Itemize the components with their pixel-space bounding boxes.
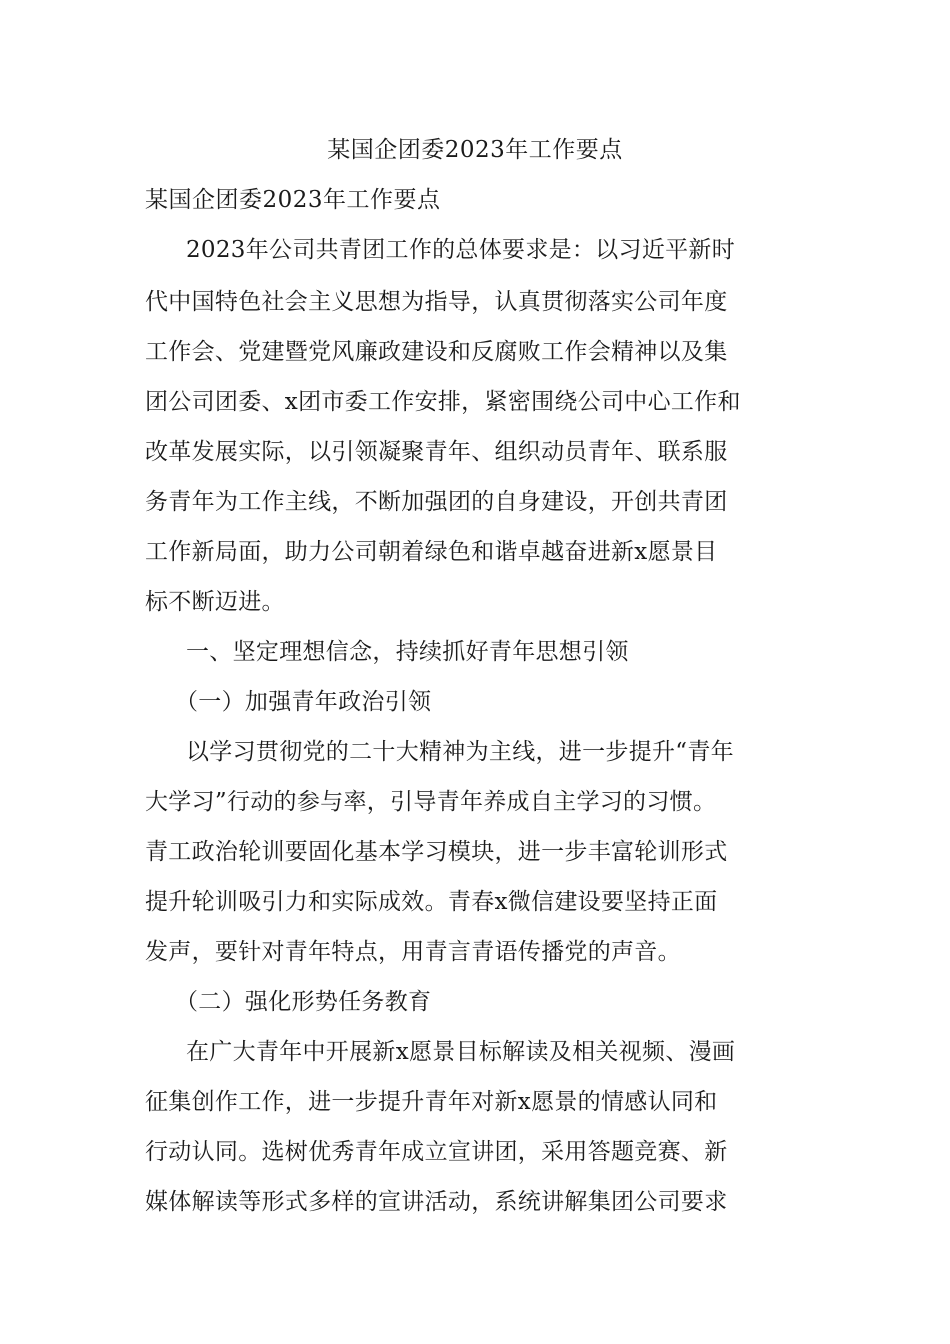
- body-line: 工作会、党建暨党风廉政建设和反腐败工作会精神以及集: [145, 339, 728, 365]
- body-line: 媒体解读等形式多样的宣讲活动，系统讲解集团公司要求: [145, 1189, 728, 1215]
- body-line: 在广大青年中开展新x愿景目标解读及相关视频、漫画: [186, 1039, 736, 1065]
- body-line: 团公司团委、x团市委工作安排，紧密围绕公司中心工作和: [145, 389, 741, 415]
- body-line: 发声，要针对青年特点，用青言青语传播党的声音。: [145, 939, 681, 965]
- subsection-heading: （二）强化形势任务教育: [175, 989, 432, 1015]
- subsection-heading: （一）加强青年政治引领: [175, 689, 432, 715]
- body-line: 改革发展实际，以引领凝聚青年、组织动员青年、联系服: [145, 439, 728, 465]
- body-line: 青工政治轮训要固化基本学习模块，进一步丰富轮训形式: [145, 839, 728, 865]
- body-line: 标不断迈进。: [145, 589, 285, 615]
- body-line: 以学习贯彻党的二十大精神为主线，进一步提升“青年: [186, 739, 734, 765]
- body-line: 行动认同。选树优秀青年成立宣讲团，采用答题竞赛、新: [145, 1139, 728, 1165]
- body-line: 征集创作工作，进一步提升青年对新x愿景的情感认同和: [145, 1089, 718, 1115]
- body-line: 务青年为工作主线，不断加强团的自身建设，开创共青团: [145, 489, 728, 515]
- section-heading: 一、坚定理想信念，持续抓好青年思想引领: [186, 639, 629, 665]
- body-line: 大学习”行动的参与率，引导青年养成自主学习的习惯。: [145, 789, 717, 815]
- document-subtitle: 某国企团委2023年工作要点: [145, 187, 441, 213]
- body-line: 2023年公司共青团工作的总体要求是：以习近平新时: [186, 237, 736, 263]
- body-line: 代中国特色社会主义思想为指导，认真贯彻落实公司年度: [145, 289, 728, 315]
- body-line: 工作新局面，助力公司朝着绿色和谐卓越奋进新x愿景目: [145, 539, 718, 565]
- document-title: 某国企团委2023年工作要点: [327, 137, 623, 163]
- body-line: 提升轮训吸引力和实际成效。青春x微信建设要坚持正面: [145, 889, 718, 915]
